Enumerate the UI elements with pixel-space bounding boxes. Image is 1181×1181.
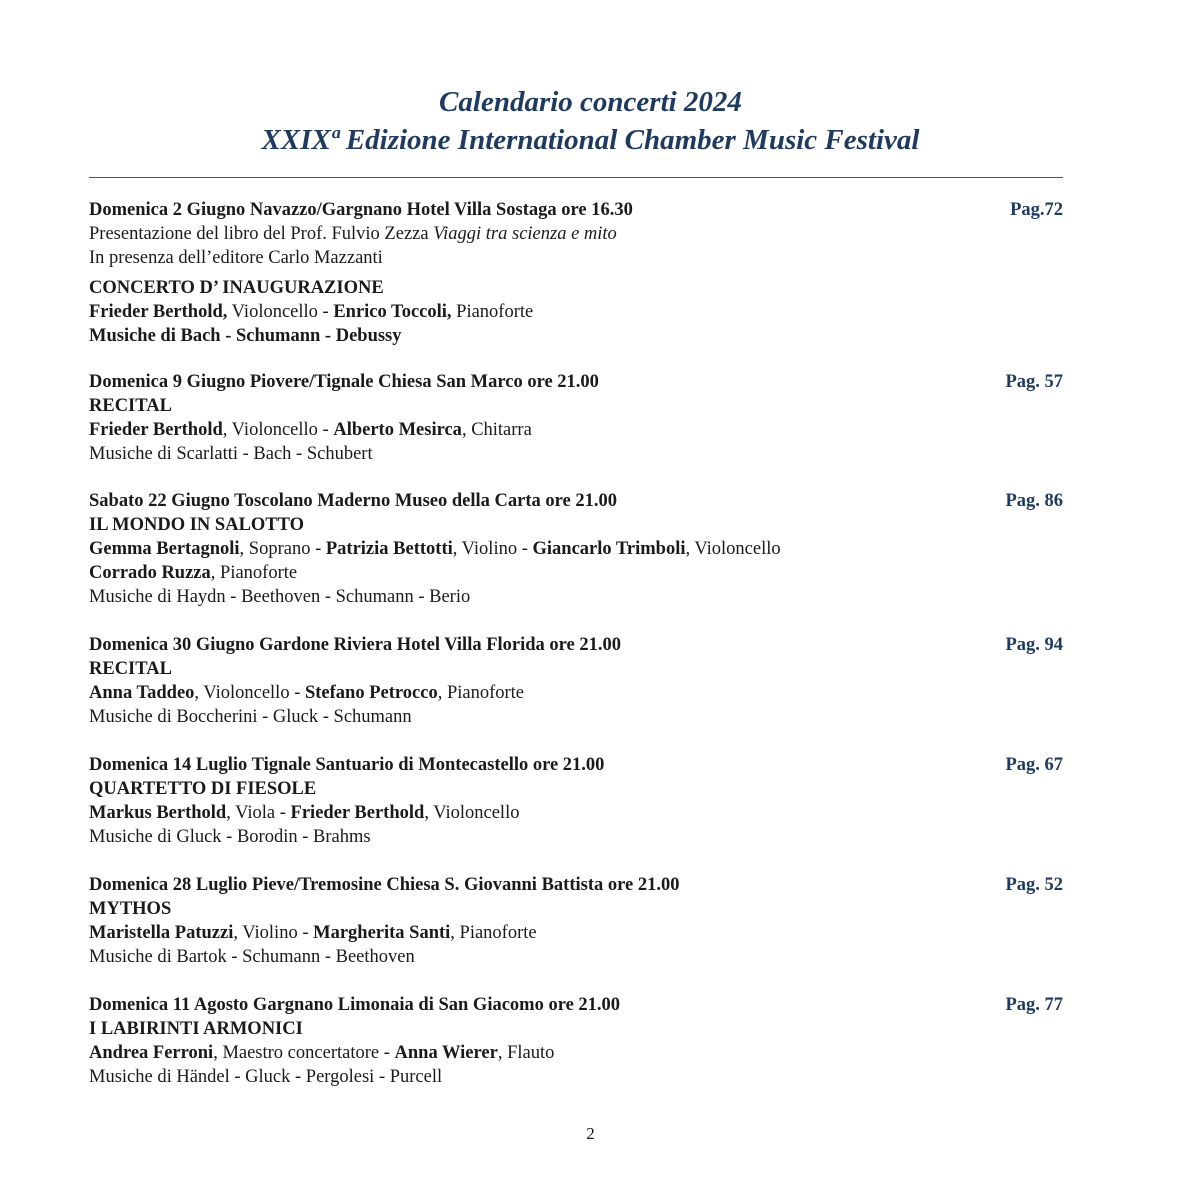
program: Musiche di Gluck - Borodin - Brahms (89, 827, 371, 847)
performers-line (89, 1041, 1063, 1065)
performers-line (89, 921, 1063, 945)
event-date-place: Domenica 11 Agosto Gargnano Limonaia di San Giacomo ore 21.00 (89, 995, 621, 1015)
event-date-place: Domenica 30 Giugno Gardone Riviera Hotel Villa Florida ore 21.00 (89, 635, 622, 655)
event-entry (89, 633, 1063, 729)
performer-role: , Chitarra (461, 420, 532, 440)
page-reference: Pag. 94 (1005, 635, 1063, 655)
performer-name: Markus Berthold (89, 803, 227, 823)
concert-title: IL MONDO IN SALOTTO (89, 515, 305, 535)
performers-line (89, 418, 1063, 442)
performer-role: Pianoforte (451, 302, 534, 322)
performer-role: , Violoncello - (194, 683, 305, 703)
performer-role: Violoncello - (227, 302, 334, 322)
program: Musiche di Bach - Schumann - Debussy (89, 326, 402, 346)
concert-title: RECITAL (89, 659, 172, 679)
performer-role: , Pianoforte (437, 683, 525, 703)
page-reference: Pag. 77 (1005, 995, 1063, 1015)
performer-role: , Viola - (226, 803, 291, 823)
performer-name: Gemma Bertagnoli (89, 539, 240, 559)
page-reference: Pag. 57 (1005, 372, 1063, 392)
concert-title: I LABIRINTI ARMONICI (89, 1019, 303, 1039)
performer-name: Anna Wierer (394, 1043, 498, 1063)
performers-line (89, 300, 1063, 324)
performer-role: , Violoncello - (222, 420, 334, 440)
program: Musiche di Boccherini - Gluck - Schumann (89, 707, 412, 727)
page-title: Calendario concerti 2024 (439, 86, 742, 118)
performer-name: Margherita Santi (313, 923, 451, 943)
performer-role: , Violoncello (685, 539, 781, 559)
performer-name: Anna Taddeo (89, 683, 195, 703)
event-entry (89, 489, 1063, 609)
performer-role: , Violino - (452, 539, 533, 559)
event-entry (89, 370, 1063, 466)
program: Musiche di Haydn - Beethoven - Schumann - Berio (89, 587, 471, 607)
performer-name: Giancarlo Trimboli (532, 539, 686, 559)
book-note: In presenza dell’editore Carlo Mazzanti (89, 248, 383, 268)
page-reference: Pag. 67 (1005, 755, 1063, 775)
performer-role: , Pianoforte (450, 923, 537, 943)
event-date-place: Domenica 14 Luglio Tignale Santuario di Montecastello ore 21.00 (89, 755, 605, 775)
performer-name: Frieder Berthold (290, 803, 425, 823)
concert-title: MYTHOS (89, 899, 172, 919)
performer-role: , Flauto (497, 1043, 555, 1063)
program: Musiche di Händel - Gluck - Pergolesi - Purcell (89, 1067, 443, 1087)
performer-name: Frieder Berthold, (89, 302, 228, 322)
concert-title: RECITAL (89, 396, 172, 416)
program: Musiche di Scarlatti - Bach - Schubert (89, 444, 373, 464)
performers-line (89, 681, 1063, 705)
concert-title: QUARTETTO DI FIESOLE (89, 779, 317, 799)
performer-name: Frieder Berthold (89, 420, 223, 440)
performers-line (89, 801, 1063, 825)
event-date-place: Domenica 2 Giugno Navazzo/Gargnano Hotel Villa Sostaga ore 16.30 (89, 200, 633, 220)
page-subtitle: XXIXª Edizione International Chamber Music Festival (261, 124, 920, 156)
concert-title: CONCERTO D’ INAUGURAZIONE (89, 278, 384, 298)
page-number: 2 (586, 1124, 595, 1143)
performers-line (89, 537, 1063, 561)
performer-name: Corrado Ruzza (89, 563, 211, 583)
page-reference: Pag. 52 (1005, 875, 1063, 895)
event-entry (89, 753, 1063, 849)
performer-name: Stefano Petrocco (304, 683, 438, 703)
page-reference: Pag.72 (1010, 200, 1063, 220)
event-date-place: Sabato 22 Giugno Toscolano Maderno Museo della Carta ore 21.00 (89, 491, 617, 511)
book-title: Viaggi tra scienza e mito (433, 224, 617, 244)
performer-role: , Pianoforte (210, 563, 298, 583)
header-divider (89, 177, 1063, 178)
event-date-place: Domenica 28 Luglio Pieve/Tremosine Chiesa S. Giovanni Battista ore 21.00 (89, 875, 680, 895)
performer-name: Patrizia Bettotti (325, 539, 453, 559)
event-entry (89, 873, 1063, 969)
performer-role: , Violoncello (424, 803, 520, 823)
event-entry (89, 993, 1063, 1089)
performer-role: , Soprano - (239, 539, 326, 559)
performer-name: Andrea Ferroni (89, 1043, 214, 1063)
page-reference: Pag. 86 (1005, 491, 1063, 511)
event-entry (89, 198, 1063, 348)
performers-line (89, 561, 1063, 585)
performer-name: Enrico Toccoli, (333, 302, 452, 322)
performer-name: Alberto Mesirca (333, 420, 462, 440)
performer-role: , Maestro concertatore - (213, 1043, 395, 1063)
program: Musiche di Bartok - Schumann - Beethoven (89, 947, 415, 967)
performer-role: , Violino - (233, 923, 314, 943)
book-intro: Presentazione del libro del Prof. Fulvio Zezza (89, 224, 434, 244)
event-date-place: Domenica 9 Giugno Piovere/Tignale Chiesa San Marco ore 21.00 (89, 372, 599, 392)
performer-name: Maristella Patuzzi (89, 923, 234, 943)
